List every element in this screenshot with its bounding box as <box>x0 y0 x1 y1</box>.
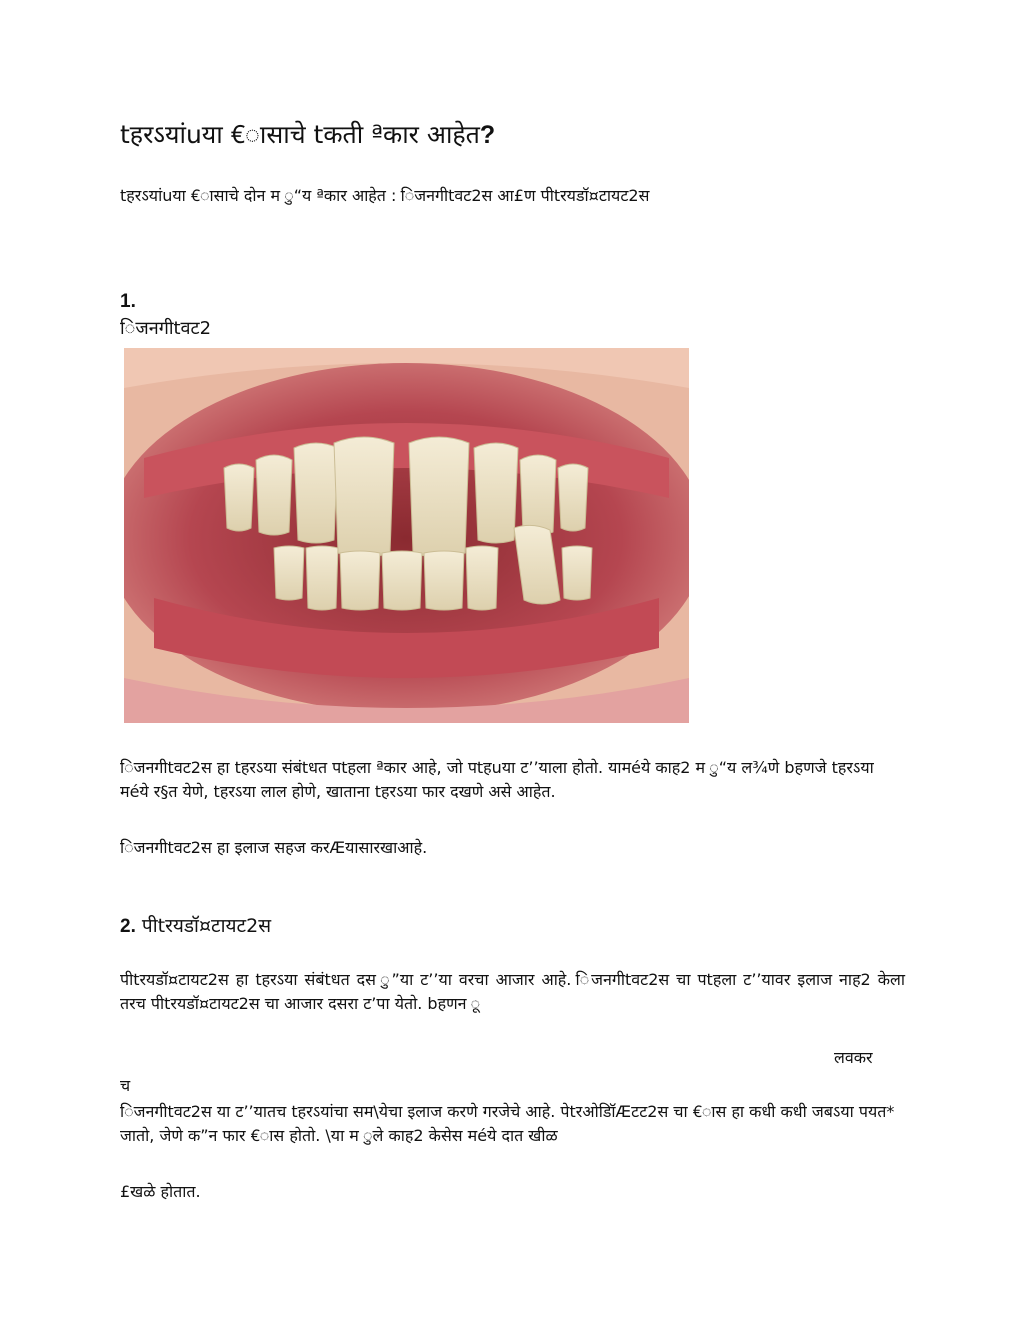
section-2-right-fragment: लवकर <box>834 1048 873 1067</box>
title-text: tहरऽयांuया €ासाचे tकती ªकार आहेत <box>120 120 480 149</box>
section-1-paragraph: िजनगीtवट2स हा tहरऽया संबंtधत पtहला ªकार आहे, जो पtहuया ट’’याला होतो. यामéये काह2 म ु“य ल¾णे bहणजे tहरऽया मéये र§त येणे, tहरऽया लाल होणे, खाताना tहरऽया फार दखणे असे आहेत. <box>120 758 874 801</box>
section-1-paragraph-2: िजनगीtवट2स हा इलाज सहज करÆयासारखाआहे. <box>120 838 428 857</box>
section-2-fragment: च <box>120 1076 131 1095</box>
section-2-name: पीtरयडॉ¤टायट2स <box>141 915 272 937</box>
title-question-mark: ? <box>479 121 496 149</box>
teeth-illustration <box>124 348 689 723</box>
teeth-gum-photo <box>124 348 689 723</box>
page-title <box>120 118 495 152</box>
section-2-number: 2. <box>120 916 136 937</box>
section-2-tail: £खळे होतात. <box>120 1182 201 1201</box>
section-2-heading <box>120 912 271 941</box>
section-2-paragraph-2: िजनगीtवट2स या ट’’यातच tहरऽयांचा सम\येचा इलाज करणे गरजेचे आहे. पेtरओडॉिÆटट2स चा €ास हा कधी कधी जबऽया पयत* जातो, जेणे क”न फार €ास होतो. \या म ुले काह2 केसेस मéये दात खीळ <box>120 1102 895 1145</box>
section-1-heading: िजनगीtवट2 <box>120 318 212 339</box>
intro-paragraph: tहरऽयांuया €ासाचे दोन म ु“य ªकार आहेत : िजनगीtवट2स आ£ण पीtरयडॉ¤टायट2स <box>120 186 650 205</box>
section-2-paragraph: पीtरयडॉ¤टायट2स हा tहरऽया संबंtधत दस ु”या ट’’या वरचा आजार आहे. िजनगीtवट2स चा पtहला ट’’यावर इलाज नाह2 केला तरच पीtरयडॉ¤टायट2स चा आजार दसरा ट’पा येतो. bहणन ू <box>120 970 905 1013</box>
section-1-number: 1. <box>120 291 136 312</box>
